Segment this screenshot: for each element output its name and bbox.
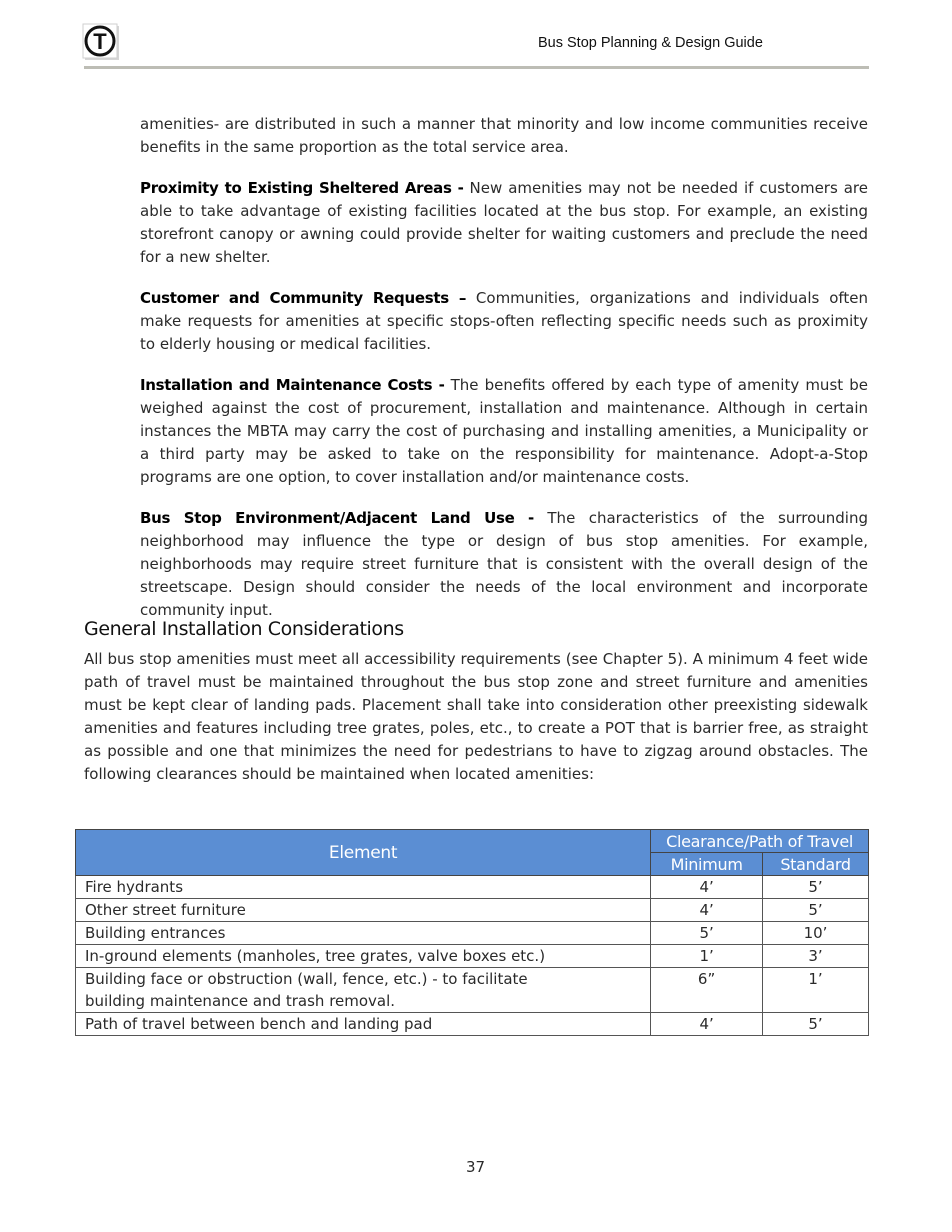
table-row bbox=[76, 899, 869, 922]
criterion-text: Communities, organizations and individuals often make requests for amenities at specific stops-often reflecting specific needs such as proximity to elderly housing or medical facilities. bbox=[140, 289, 869, 353]
page-number: 37 bbox=[466, 1158, 486, 1176]
section-heading: General Installation Considerations bbox=[84, 618, 404, 640]
cell-element: Path of travel between bench and landing pad bbox=[76, 1013, 651, 1036]
mbta-logo bbox=[82, 22, 120, 62]
cell-standard: 3’ bbox=[763, 945, 869, 968]
cell-minimum: 5’ bbox=[651, 922, 763, 945]
cell-minimum: 4’ bbox=[651, 876, 763, 899]
column-header-clearance: Clearance/Path of Travel bbox=[651, 830, 869, 853]
table-row bbox=[76, 1013, 869, 1036]
cell-minimum: 4’ bbox=[651, 1013, 763, 1036]
cell-standard: 10’ bbox=[763, 922, 869, 945]
criterion-text: New amenities may not be needed if customers are able to take advantage of existing facilities located at the bus stop. For example, an existing storefront canopy or awning could provide shelter for waiting customers and preclude the need for a new shelter. bbox=[140, 179, 868, 266]
criterion-paragraph bbox=[140, 287, 868, 356]
intro-continuation: amenities- are distributed in such a manner that minority and low income communities receive benefits in the same proportion as the total service area. bbox=[140, 115, 868, 156]
cell-standard: 1’ bbox=[763, 968, 869, 1013]
criteria-block bbox=[140, 113, 868, 622]
clearance-table bbox=[75, 829, 869, 1036]
cell-element: In-ground elements (manholes, tree grates, valve boxes etc.) bbox=[76, 945, 651, 968]
cell-standard: 5’ bbox=[763, 1013, 869, 1036]
cell-element: Other street furniture bbox=[76, 899, 651, 922]
criterion-text: The benefits offered by each type of amenity must be weighed against the cost of procurement, installation and maintenance. Although in certain instances the MBTA may carry the cost of purchasing and installing amenities, a Municipality or a third party may be asked to take on the responsibility for maintenance. Adopt-a-Stop programs are one option, to cover installation and/or maintenance costs. bbox=[140, 376, 868, 486]
table-row bbox=[76, 922, 869, 945]
column-header-minimum: Minimum bbox=[651, 853, 763, 876]
section-paragraph: All bus stop amenities must meet all accessibility requirements (see Chapter 5). A minimum 4 feet wide path of travel must be maintained throughout the bus stop zone and street furniture and amenities must be kept clear of landing pads. Placement shall take into consideration other preexisting sidewalk amenities and features including tree grates, poles, etc., to create a POT that is barrier free, as straight as possible and one that minimizes the need for pedestrians to have to zigzag around obstacles. The following clearances should be maintained when located amenities: bbox=[84, 650, 868, 783]
column-header-element: Element bbox=[76, 830, 651, 876]
criterion-paragraph bbox=[140, 374, 868, 489]
table-row bbox=[76, 945, 869, 968]
cell-element: Fire hydrants bbox=[76, 876, 651, 899]
criterion-term: Installation and Maintenance Costs - bbox=[140, 376, 445, 394]
table-row bbox=[76, 876, 869, 899]
criterion-paragraph bbox=[140, 507, 868, 622]
criterion-term: Customer and Community Requests – bbox=[140, 289, 467, 307]
cell-minimum: 4’ bbox=[651, 899, 763, 922]
header-divider bbox=[84, 66, 869, 69]
cell-element: Building entrances bbox=[76, 922, 651, 945]
criterion-term: Proximity to Existing Sheltered Areas - bbox=[140, 179, 464, 197]
table-row bbox=[76, 968, 869, 1013]
cell-minimum: 1’ bbox=[651, 945, 763, 968]
cell-standard: 5’ bbox=[763, 876, 869, 899]
logo-letter: T bbox=[93, 29, 107, 54]
criterion-text: The characteristics of the surrounding neighborhood may influence the type or design of bus stop amenities. For example, neighborhoods may require street furniture that is consistent with the overall design of the streetscape. Design should consider the needs of the local environment and incorporate community input. bbox=[140, 509, 868, 619]
column-header-standard: Standard bbox=[763, 853, 869, 876]
cell-standard: 5’ bbox=[763, 899, 869, 922]
cell-minimum: 6” bbox=[651, 968, 763, 1013]
criterion-term: Bus Stop Environment/Adjacent Land Use - bbox=[140, 509, 534, 527]
criterion-paragraph bbox=[140, 177, 868, 269]
header-title: Bus Stop Planning & Design Guide bbox=[538, 35, 763, 51]
cell-element: Building face or obstruction (wall, fence, etc.) - to facilitate building maintenance and trash removal. bbox=[76, 968, 651, 1013]
